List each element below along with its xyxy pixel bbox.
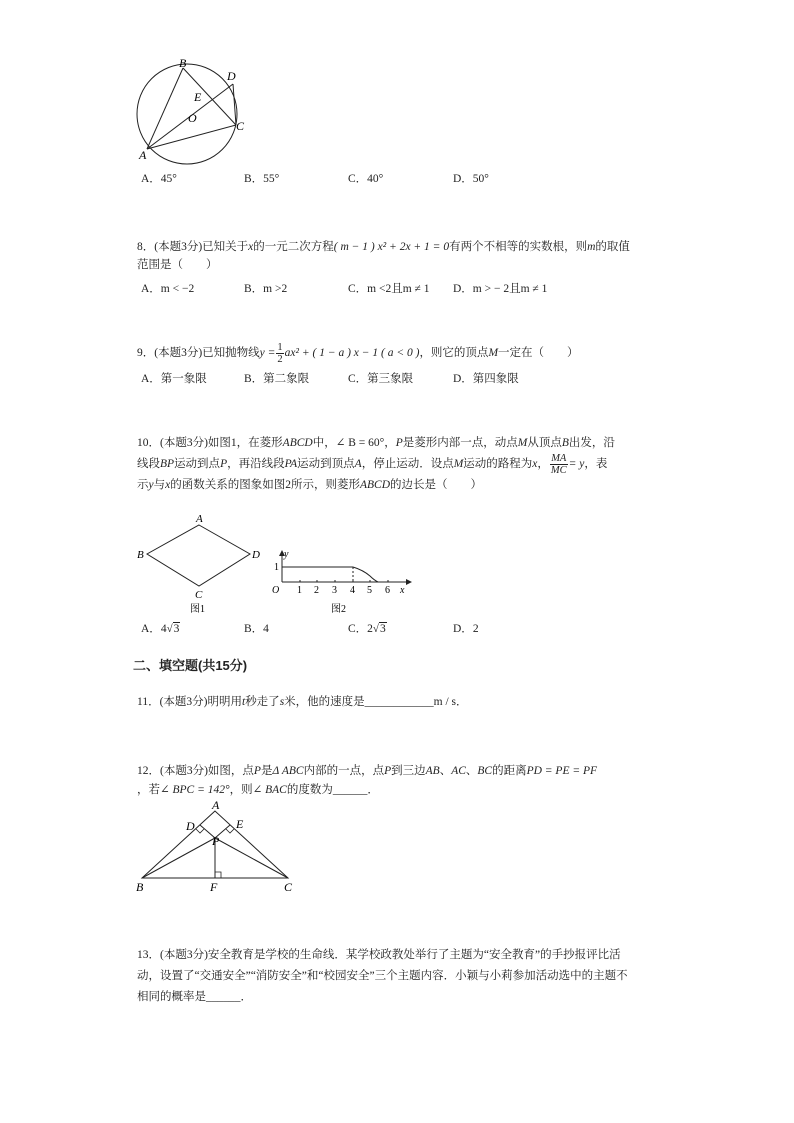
q10-text: 运动到点 — [174, 458, 221, 471]
label-b: B — [136, 880, 144, 894]
sqrt-icon: √ — [372, 623, 379, 635]
equal-distances: PD = PE = PF — [526, 765, 598, 777]
side-bc: BC — [477, 765, 493, 777]
option-text: D．m > − 2且m ≠ 1 — [453, 283, 548, 295]
var-p: P — [384, 765, 392, 777]
q10-abcd: ABCD — [282, 437, 313, 449]
tick-label: 3 — [332, 585, 337, 596]
label-a: A — [139, 148, 147, 162]
q10-text: 从顶点 — [527, 437, 562, 449]
segment-ac — [147, 125, 236, 149]
label-p: P — [212, 834, 220, 848]
q10-text: 出发，沿 — [568, 437, 615, 449]
q10-stem-line1 — [137, 432, 615, 454]
axis-tick-1: 1 — [274, 562, 279, 573]
q8-tail2: 的取值 — [595, 241, 630, 253]
option-letter: C． — [348, 623, 368, 635]
sep: 、 — [439, 765, 452, 777]
q10-p: P — [395, 437, 403, 449]
answer-blank[interactable]: ______ — [332, 784, 368, 796]
frac-num: MA — [551, 453, 567, 464]
q12-text: 内部的一点，点 — [303, 765, 385, 777]
q12-text: 的距离 — [492, 765, 527, 777]
q13-stem-line2: 动，设置了“交通安全”“消防安全”和“校园安全”三个主题内容．小颖与小莉参加活动选中的主题不 — [137, 970, 628, 982]
q9-tail: ，则它的顶点 — [419, 347, 489, 360]
q8-tail: 有两个不相等的实数根，则 — [449, 241, 588, 253]
q10-pa: PA — [284, 458, 298, 471]
q10-text: 的边长是（ ） — [390, 479, 482, 491]
q10-text: 运动的路程为 — [463, 458, 533, 471]
unit: m / s — [433, 696, 457, 708]
side-ab: AB — [425, 765, 440, 777]
right-angle-f — [215, 872, 221, 878]
tick-label: 4 — [350, 585, 355, 596]
tick-label: 5 — [367, 585, 372, 596]
q12-triangle-figure — [130, 798, 300, 894]
right-angle-e — [226, 829, 234, 833]
option-coef: 2 — [367, 623, 373, 635]
side-ac: AC — [451, 765, 466, 777]
option-text: B．m >2 — [244, 283, 288, 295]
q9-rest: ax² + ( 1 − a ) x − 1 ( a < 0 ) — [284, 347, 420, 360]
option-text: B．55° — [244, 173, 280, 185]
q12-text: 12．(本题3分)如图，点 — [137, 765, 254, 777]
var-m: m — [587, 241, 596, 253]
angle-bpc: ∠ BPC = 142° — [160, 784, 230, 796]
q9-option-c[interactable] — [348, 370, 413, 386]
label-a: A — [196, 513, 203, 525]
q10-text: 示 — [137, 479, 149, 491]
label-b: B — [137, 549, 144, 561]
q11-text: 秒走了 — [245, 696, 280, 708]
q10-text: ，再沿线段 — [227, 458, 285, 471]
sep: 、 — [465, 765, 478, 777]
q12-text: ，若 — [137, 784, 160, 796]
caption-fig2: 图2 — [331, 604, 346, 615]
var-x: x — [248, 241, 254, 253]
q10-option-a[interactable] — [141, 620, 180, 636]
option-text: C．第三象限 — [348, 373, 414, 385]
q7-option-d[interactable] — [453, 170, 489, 186]
q9-option-a[interactable] — [141, 370, 207, 386]
q8-option-c[interactable] — [348, 280, 429, 296]
frac-num: 1 — [277, 342, 283, 353]
sqrt-icon: √ — [166, 623, 173, 635]
q11-end: ． — [456, 696, 468, 708]
option-text: A．第一象限 — [141, 373, 207, 385]
axis-y-label: y — [284, 549, 289, 560]
option-letter: D． — [453, 623, 473, 635]
q7-option-a[interactable] — [141, 170, 177, 186]
label-c: C — [236, 119, 245, 133]
label-o: O — [188, 111, 197, 125]
caption-fig1: 图1 — [190, 604, 205, 615]
q12-text: 是 — [260, 765, 273, 777]
section-heading: 二、填空题(共15分) — [133, 658, 248, 673]
var-m: M — [488, 347, 499, 360]
q10-option-c[interactable] — [348, 620, 387, 636]
rhombus — [147, 525, 250, 586]
segment-ab — [147, 68, 183, 149]
q10-rhombus-figure — [132, 510, 267, 615]
q8-option-a[interactable] — [141, 280, 194, 296]
q8-mid: 的一元二次方程 — [253, 241, 334, 253]
q10-option-b[interactable] — [244, 620, 269, 636]
q10-p: P — [220, 458, 228, 471]
q10-text: 线段 — [137, 458, 160, 471]
origin-label: O — [272, 585, 280, 596]
x-axis-arrow — [406, 579, 412, 585]
option-coef: 4 — [263, 623, 269, 635]
q10-option-d[interactable] — [453, 620, 479, 636]
q9-prefix: 9．(本题3分)已知抛物线 — [137, 347, 260, 360]
q11-text: 米，他的速度是 — [284, 696, 365, 708]
q9-tail2: 一定在（ ） — [498, 347, 579, 360]
option-letter: A． — [141, 623, 161, 635]
q7-option-b[interactable] — [244, 170, 279, 186]
option-radicand: 3 — [379, 623, 386, 635]
q8-option-b[interactable] — [244, 280, 287, 296]
q9-option-b[interactable] — [244, 370, 309, 386]
var-p: P — [253, 765, 261, 777]
option-text: C．m <2且m ≠ 1 — [348, 283, 430, 295]
label-c: C — [284, 880, 293, 894]
tick-label: 2 — [314, 585, 319, 596]
q10-stem-line3 — [137, 474, 482, 496]
frac-den: 2 — [277, 354, 283, 365]
option-text: A．m < −2 — [141, 283, 195, 295]
q10-text: 运动到顶点 — [297, 458, 355, 471]
q10-eq-y: = y — [568, 458, 585, 471]
q8-equation: ( m − 1 ) x² + 2x + 1 = 0 — [333, 241, 450, 253]
label-f: F — [210, 880, 218, 894]
var-s: s — [279, 696, 285, 708]
q10-text: 的函数关系的图象如图2所示，则菱形 — [170, 479, 360, 491]
q7-circle-figure — [130, 58, 255, 166]
q10-text: 是菱形内部一点，动点 — [402, 437, 518, 449]
q12-text: 到三边 — [391, 765, 426, 777]
option-coef: 4 — [160, 623, 167, 635]
tick-label: 1 — [297, 585, 302, 596]
q12-text: 的度数为 — [286, 784, 333, 796]
label-e: E — [194, 90, 202, 104]
q9-option-d[interactable] — [453, 370, 519, 386]
label-d: D — [227, 69, 236, 83]
label-d: D — [186, 819, 195, 833]
option-letter: B． — [244, 623, 264, 635]
angle-bac: ∠ BAC — [252, 784, 287, 796]
option-text: B．第二象限 — [244, 373, 310, 385]
triangle: Δ ABC — [272, 765, 304, 777]
label-b: B — [179, 58, 187, 70]
q12-text: ，则 — [229, 784, 253, 796]
q10-angle-b: 中，∠ B = 60°， — [312, 437, 396, 449]
q10-comma: ， — [537, 458, 549, 471]
q10-text: ，停止运动．设点 — [361, 458, 454, 471]
frac-den: MC — [550, 465, 567, 476]
var-t: t — [241, 696, 246, 708]
q10-a: A — [354, 458, 362, 471]
q10-b: B — [561, 437, 569, 449]
q10-graph-figure — [266, 548, 414, 616]
axis-x-label: x — [400, 585, 405, 596]
q10-stem-line2 — [137, 453, 607, 476]
q10-fraction — [550, 453, 568, 476]
q12-end: ． — [367, 784, 379, 796]
q11-text: 11．(本题3分)明明用 — [137, 696, 242, 708]
label-c: C — [195, 589, 203, 601]
label-e: E — [236, 817, 244, 831]
q10-bp: BP — [160, 458, 175, 471]
tick-label: 6 — [385, 585, 390, 596]
graph-curve — [353, 567, 378, 582]
answer-blank[interactable]: ____________ — [364, 696, 434, 708]
q10-text: ，表 — [584, 458, 608, 471]
option-text: D．第四象限 — [453, 373, 519, 385]
q8-option-d[interactable] — [453, 280, 547, 296]
option-text: A．45° — [141, 173, 177, 185]
q9-fraction — [276, 342, 283, 365]
q10-x: x — [165, 479, 171, 491]
q11-stem — [137, 691, 468, 713]
option-text: D．50° — [453, 173, 489, 185]
label-d: D — [252, 549, 260, 561]
right-angle-d — [196, 829, 204, 833]
label-a: A — [212, 798, 220, 812]
q8-stem-line2: 范围是（ ） — [137, 259, 218, 271]
q9-y-eq: y = — [259, 347, 276, 360]
option-text: C．40° — [348, 173, 384, 185]
q10-abcd: ABCD — [359, 479, 390, 491]
q13-stem-line1: 13．(本题3分)安全教育是学校的生命线．某学校政教处举行了主题为“安全教育”的手抄报评比活 — [137, 949, 621, 961]
q9-stem — [137, 342, 579, 365]
q13-stem-line3: 相同的概率是______． — [137, 991, 252, 1003]
q10-text: 10．(本题3分)如图1，在菱形 — [137, 437, 283, 449]
q7-option-c[interactable] — [348, 170, 383, 186]
q8-prefix: 8．(本题3分)已知关于 — [137, 241, 249, 253]
q10-text: 与 — [153, 479, 166, 491]
q10-m: M — [453, 458, 464, 471]
q10-x: x — [532, 458, 538, 471]
option-radicand: 3 — [173, 623, 180, 635]
q10-y: y — [148, 479, 154, 491]
q10-m: M — [517, 437, 528, 449]
circle — [137, 64, 237, 164]
option-coef: 2 — [472, 623, 479, 635]
